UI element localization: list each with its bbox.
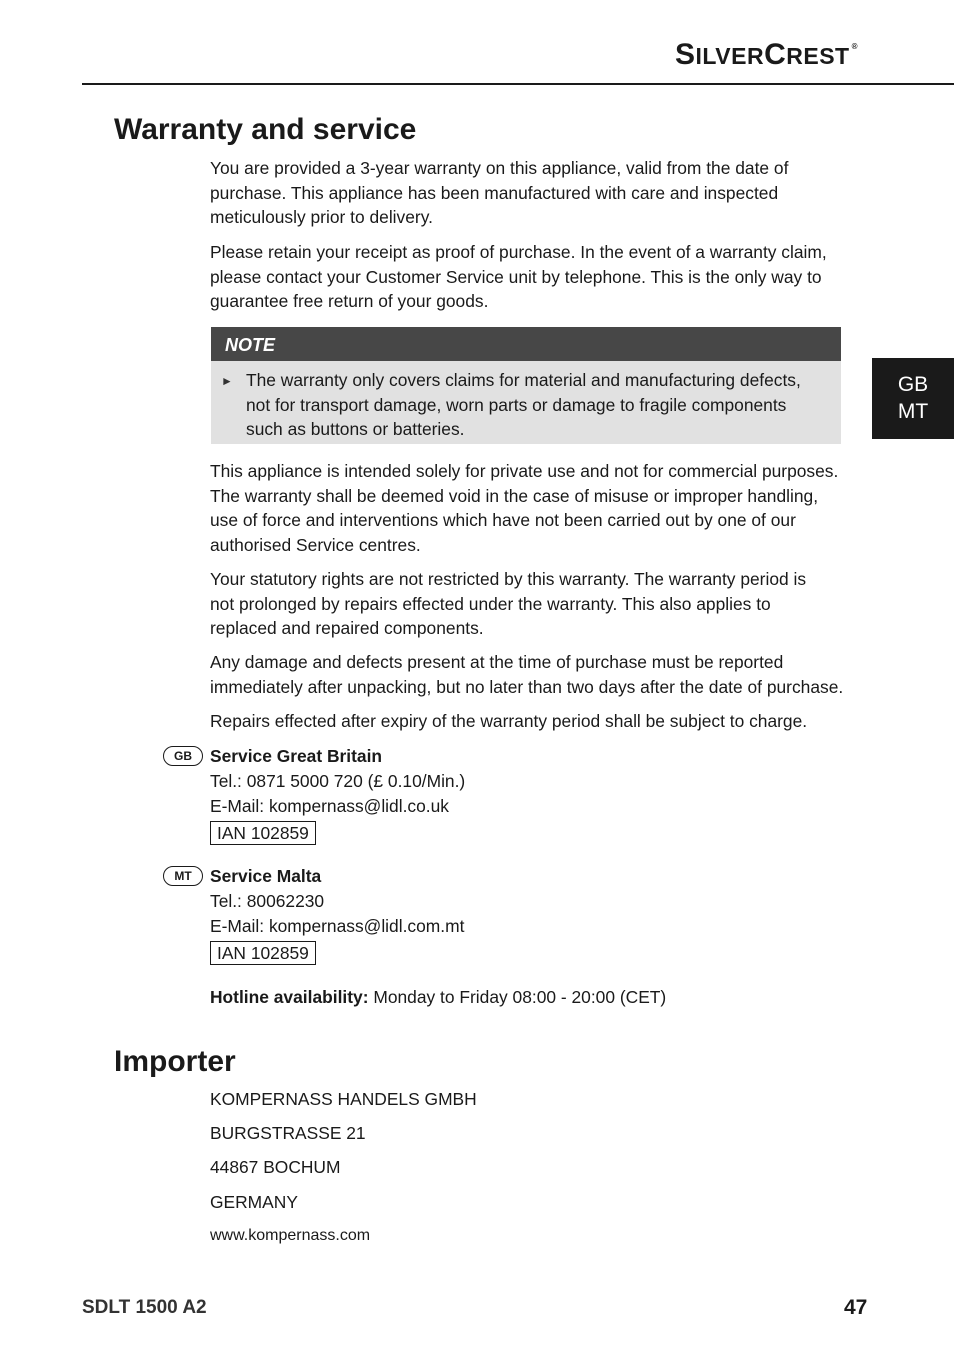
warranty-paragraph-2: Please retain your receipt as proof of purchase. In the event of a warranty claim, please contact your Customer Service unit by telephone. This is the only way to guarantee free return of your goods. [210, 242, 827, 311]
bullet-arrow-icon: ► [221, 374, 233, 388]
warranty-heading: Warranty and service [114, 113, 417, 146]
logo-letters: REST [786, 43, 850, 69]
service-tel: Tel.: 80062230 [210, 891, 325, 911]
note-item [211, 361, 841, 442]
warranty-paragraph-4: Your statutory rights are not restricted by this warranty. The warranty period is not prolonged by repairs effected under the warranty. This also applies to replaced and repaired components. [210, 569, 807, 638]
importer-heading: Importer [114, 1045, 236, 1078]
language-tab [872, 358, 954, 439]
service-title: Service Malta [210, 866, 322, 886]
service-title: Service Great Britain [210, 746, 383, 766]
country-badge-mt: MT [163, 866, 203, 886]
warranty-paragraph-3: This appliance is intended solely for private use and not for commercial purposes. The warranty shall be deemed void in the case of misuse or improper handling, use of force and interventions which have not been carried out by one of our authorised Service centres. [210, 461, 839, 555]
importer-company: KOMPERNASS HANDELS GMBH [210, 1089, 477, 1109]
importer-website: www.kompernass.com [210, 1227, 371, 1244]
logo-letter: S [675, 38, 696, 71]
header-rule [82, 83, 954, 85]
country-badge-gb: GB [163, 746, 203, 766]
importer-country: GERMANY [210, 1192, 298, 1212]
footer-model: SDLT 1500 A2 [82, 1297, 207, 1318]
warranty-paragraph-1: You are provided a 3-year warranty on this appliance, valid from the date of purchase. This appliance has been manufactured with care and inspected meticulously prior to delivery. [210, 158, 789, 227]
note-text: The warranty only covers claims for material and manufacturing defects, not for transport damage, worn parts or damage to fragile components such as buttons or batteries. [246, 370, 801, 439]
brand-logo [675, 38, 858, 72]
hotline-availability [210, 987, 666, 1008]
service-email: E-Mail: kompernass@lidl.co.uk [210, 796, 449, 816]
lang-mt: MT [897, 400, 929, 423]
importer-city: 44867 BOCHUM [210, 1157, 341, 1177]
service-mt [210, 864, 464, 966]
logo-letter: C [764, 38, 787, 71]
page-number: 47 [844, 1296, 868, 1319]
hotline-value: Monday to Friday 08:00 - 20:00 (CET) [373, 987, 667, 1007]
logo-letters: ILVER [695, 43, 765, 69]
warranty-paragraph-6: Repairs effected after expiry of the warranty period shall be subject to charge. [210, 711, 808, 731]
hotline-label: Hotline availability: [210, 987, 369, 1007]
lang-gb: GB [897, 373, 929, 396]
service-email: E-Mail: kompernass@lidl.com.mt [210, 916, 465, 936]
importer-street: BURGSTRASSE 21 [210, 1123, 366, 1143]
note-box [211, 327, 841, 444]
registered-mark: ® [851, 42, 858, 51]
warranty-paragraph-5: Any damage and defects present at the time of purchase must be reported immediately after unpacking, but no later than two days after the date of purchase. [210, 652, 844, 697]
service-tel: Tel.: 0871 5000 720 (£ 0.10/Min.) [210, 771, 466, 791]
service-gb [210, 744, 465, 846]
ian-box: IAN 102859 [210, 941, 316, 965]
ian-box: IAN 102859 [210, 821, 316, 845]
note-heading: NOTE [211, 327, 841, 361]
